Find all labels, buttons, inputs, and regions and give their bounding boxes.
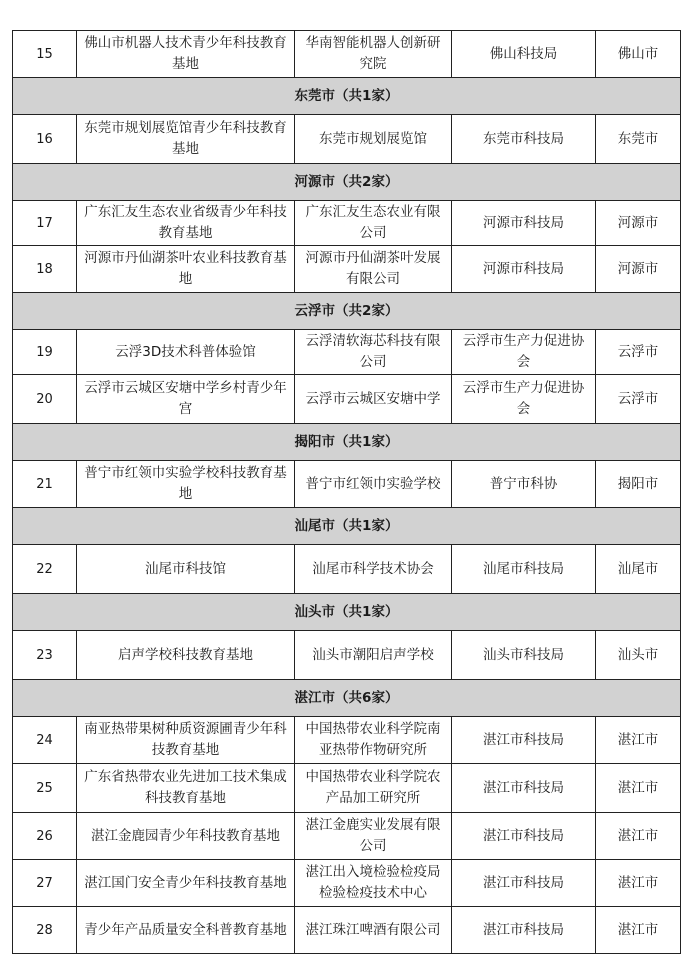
region-header-row [13, 293, 681, 330]
region-header: 云浮市（共2家） [13, 293, 681, 330]
cell-city: 佛山市 [596, 31, 681, 78]
cell-city: 云浮市 [596, 375, 681, 424]
cell-recommending-unit: 湛江市科技局 [452, 764, 596, 813]
cell-recommending-unit: 佛山科技局 [452, 31, 596, 78]
cell-base-name: 湛江金鹿园青少年科技教育基地 [77, 813, 295, 860]
cell-builder-unit: 中国热带农业科学院南亚热带作物研究所 [295, 717, 452, 764]
region-header: 湛江市（共6家） [13, 680, 681, 717]
cell-number: 17 [13, 201, 77, 246]
region-header-row [13, 78, 681, 115]
cell-recommending-unit: 云浮市生产力促进协会 [452, 375, 596, 424]
cell-city: 汕尾市 [596, 545, 681, 594]
cell-city: 湛江市 [596, 717, 681, 764]
cell-builder-unit: 东莞市规划展览馆 [295, 115, 452, 164]
cell-recommending-unit: 汕尾市科技局 [452, 545, 596, 594]
cell-base-name: 青少年产品质量安全科普教育基地 [77, 907, 295, 954]
region-header-row [13, 680, 681, 717]
cell-city: 揭阳市 [596, 461, 681, 508]
cell-city: 东莞市 [596, 115, 681, 164]
cell-number: 26 [13, 813, 77, 860]
cell-number: 24 [13, 717, 77, 764]
cell-city: 湛江市 [596, 813, 681, 860]
table-body [13, 31, 681, 954]
region-header-row [13, 424, 681, 461]
table-row [13, 907, 681, 954]
cell-builder-unit: 云浮清软海芯科技有限公司 [295, 330, 452, 375]
cell-base-name: 佛山市机器人技术青少年科技教育基地 [77, 31, 295, 78]
region-header-row [13, 594, 681, 631]
cell-recommending-unit: 湛江市科技局 [452, 860, 596, 907]
cell-builder-unit: 湛江出入境检验检疫局检验检疫技术中心 [295, 860, 452, 907]
cell-recommending-unit: 东莞市科技局 [452, 115, 596, 164]
table-row [13, 201, 681, 246]
cell-number: 15 [13, 31, 77, 78]
table-row [13, 115, 681, 164]
cell-number: 20 [13, 375, 77, 424]
cell-recommending-unit: 湛江市科技局 [452, 813, 596, 860]
cell-city: 汕头市 [596, 631, 681, 680]
cell-recommending-unit: 云浮市生产力促进协会 [452, 330, 596, 375]
cell-builder-unit: 云浮市云城区安塘中学 [295, 375, 452, 424]
cell-number: 28 [13, 907, 77, 954]
cell-builder-unit: 河源市丹仙湖茶叶发展有限公司 [295, 246, 452, 293]
cell-number: 25 [13, 764, 77, 813]
table-row [13, 330, 681, 375]
cell-recommending-unit: 河源市科技局 [452, 246, 596, 293]
cell-recommending-unit: 河源市科技局 [452, 201, 596, 246]
cell-city: 湛江市 [596, 907, 681, 954]
cell-base-name: 河源市丹仙湖茶叶农业科技教育基地 [77, 246, 295, 293]
cell-base-name: 汕尾市科技馆 [77, 545, 295, 594]
region-header: 汕尾市（共1家） [13, 508, 681, 545]
cell-base-name: 云浮3D技术科普体验馆 [77, 330, 295, 375]
cell-recommending-unit: 湛江市科技局 [452, 907, 596, 954]
cell-number: 16 [13, 115, 77, 164]
region-header-row [13, 508, 681, 545]
cell-base-name: 湛江国门安全青少年科技教育基地 [77, 860, 295, 907]
cell-number: 22 [13, 545, 77, 594]
cell-base-name: 云浮市云城区安塘中学乡村青少年宫 [77, 375, 295, 424]
base-list-table [12, 30, 681, 954]
cell-builder-unit: 汕头市潮阳启声学校 [295, 631, 452, 680]
region-header: 东莞市（共1家） [13, 78, 681, 115]
cell-number: 19 [13, 330, 77, 375]
table-row [13, 813, 681, 860]
region-header-row [13, 164, 681, 201]
cell-city: 湛江市 [596, 764, 681, 813]
table-row [13, 461, 681, 508]
cell-builder-unit: 中国热带农业科学院农产品加工研究所 [295, 764, 452, 813]
cell-builder-unit: 汕尾市科学技术协会 [295, 545, 452, 594]
table-row [13, 764, 681, 813]
cell-number: 27 [13, 860, 77, 907]
region-header: 河源市（共2家） [13, 164, 681, 201]
cell-city: 湛江市 [596, 860, 681, 907]
region-header: 揭阳市（共1家） [13, 424, 681, 461]
cell-city: 河源市 [596, 246, 681, 293]
region-header: 汕头市（共1家） [13, 594, 681, 631]
cell-base-name: 普宁市红领巾实验学校科技教育基地 [77, 461, 295, 508]
cell-recommending-unit: 普宁市科协 [452, 461, 596, 508]
cell-recommending-unit: 湛江市科技局 [452, 717, 596, 764]
cell-recommending-unit: 汕头市科技局 [452, 631, 596, 680]
cell-builder-unit: 广东汇友生态农业有限公司 [295, 201, 452, 246]
table-row [13, 31, 681, 78]
cell-base-name: 南亚热带果树种质资源圃青少年科技教育基地 [77, 717, 295, 764]
cell-number: 21 [13, 461, 77, 508]
cell-number: 18 [13, 246, 77, 293]
cell-builder-unit: 普宁市红领巾实验学校 [295, 461, 452, 508]
cell-base-name: 启声学校科技教育基地 [77, 631, 295, 680]
table-row [13, 860, 681, 907]
cell-base-name: 东莞市规划展览馆青少年科技教育基地 [77, 115, 295, 164]
cell-builder-unit: 湛江金鹿实业发展有限公司 [295, 813, 452, 860]
table-row [13, 631, 681, 680]
cell-builder-unit: 华南智能机器人创新研究院 [295, 31, 452, 78]
cell-number: 23 [13, 631, 77, 680]
table-row [13, 545, 681, 594]
table-row [13, 375, 681, 424]
cell-city: 河源市 [596, 201, 681, 246]
cell-city: 云浮市 [596, 330, 681, 375]
table-row [13, 246, 681, 293]
cell-base-name: 广东汇友生态农业省级青少年科技教育基地 [77, 201, 295, 246]
cell-base-name: 广东省热带农业先进加工技术集成科技教育基地 [77, 764, 295, 813]
table-row [13, 717, 681, 764]
cell-builder-unit: 湛江珠江啤酒有限公司 [295, 907, 452, 954]
